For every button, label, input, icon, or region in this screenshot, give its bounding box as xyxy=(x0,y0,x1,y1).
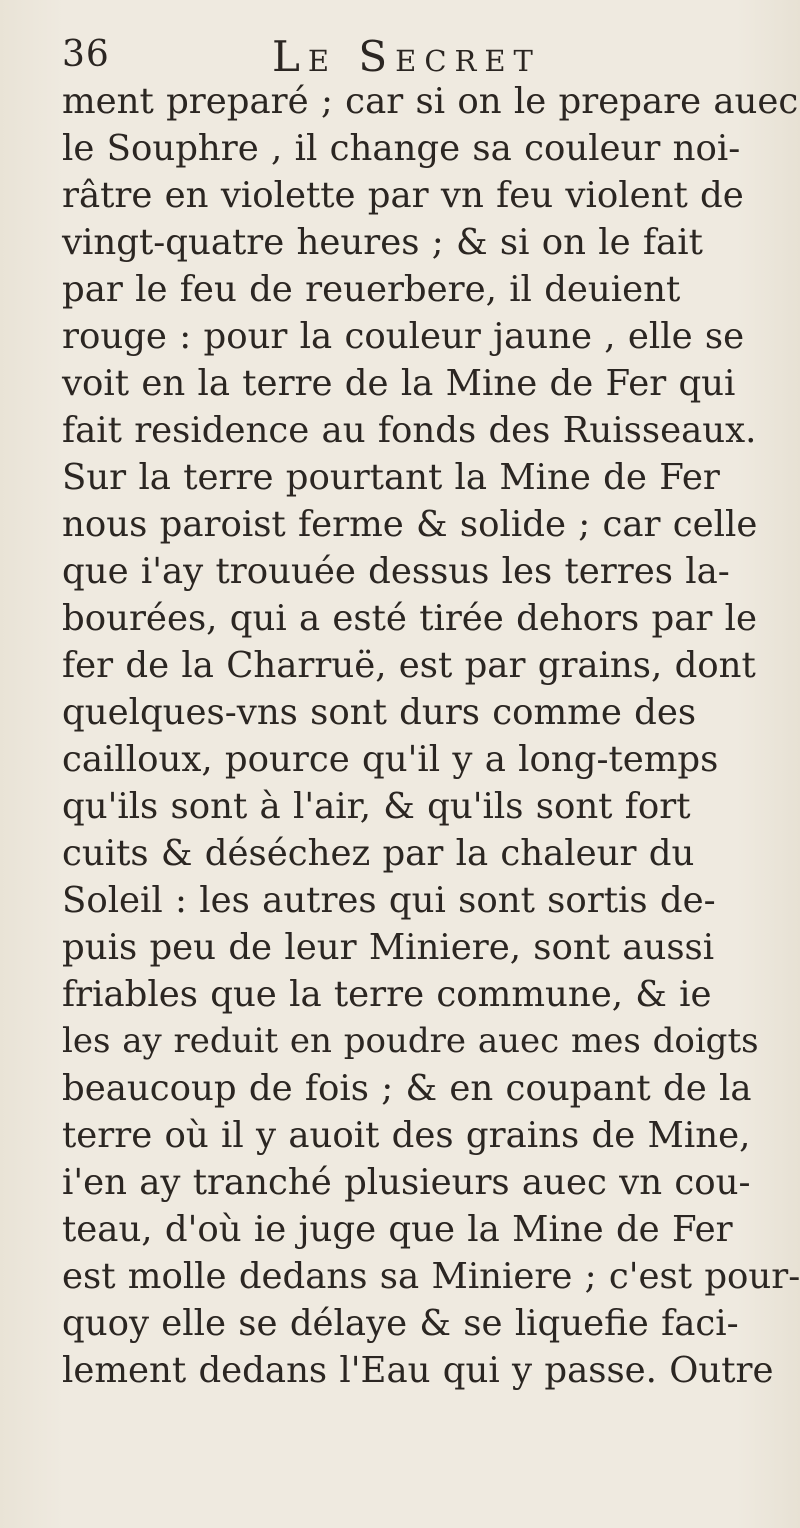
text-line: i'en ay tranché plusieurs auec vn cou- xyxy=(62,1162,751,1203)
text-line: cailloux, pource qu'il y a long-temps xyxy=(62,739,719,780)
text-line: puis peu de leur Miniere, sont aussi xyxy=(62,927,715,968)
text-line: nous paroist ferme & solide ; car celle xyxy=(62,504,758,545)
text-line: fait residence au fonds des Ruisseaux. xyxy=(62,410,757,451)
page-header xyxy=(62,28,702,84)
text-line: que i'ay trouuée dessus les terres la- xyxy=(62,551,730,592)
text-line: bourées, qui a esté tirée dehors par le xyxy=(62,598,758,639)
text-line: cuits & déséchez par la chaleur du xyxy=(62,833,695,874)
text-line: rouge : pour la couleur jaune , elle se xyxy=(62,316,745,357)
text-line: quelques-vns sont durs comme des xyxy=(62,692,697,733)
text-line: beaucoup de fois ; & en coupant de la xyxy=(62,1068,752,1109)
text-line: fer de la Charruë, est par grains, dont xyxy=(62,645,756,686)
text-line: quoy elle se délaye & se liquefie faci- xyxy=(62,1303,739,1344)
text-line: Soleil : les autres qui sont sortis de- xyxy=(62,880,716,921)
text-line: râtre en violette par vn feu violent de xyxy=(62,175,744,216)
text-line: qu'ils sont à l'air, & qu'ils sont fort xyxy=(62,786,691,827)
text-line: lement dedans l'Eau qui y passe. Outre xyxy=(62,1350,774,1391)
text-line: Sur la terre pourtant la Mine de Fer xyxy=(62,457,720,498)
text-line: est molle dedans sa Miniere ; c'est pour- xyxy=(62,1256,800,1297)
text-line: vingt-quatre heures ; & si on le fait xyxy=(62,222,703,263)
text-line: ment preparé ; car si on le prepare auec xyxy=(62,81,799,122)
page-number: 36 xyxy=(62,34,110,75)
running-title: Le Secret xyxy=(272,32,541,81)
text-line: teau, d'où ie juge que la Mine de Fer xyxy=(62,1209,733,1250)
text-line: le Souphre , il change sa couleur noi- xyxy=(62,128,741,169)
text-line: voit en la terre de la Mine de Fer qui xyxy=(62,363,736,404)
body-text xyxy=(62,78,800,1394)
text-line: les ay reduit en poudre auec mes doigts xyxy=(62,1021,759,1061)
text-line: friables que la terre commune, & ie xyxy=(62,974,712,1015)
text-line: terre où il y auoit des grains de Mine, xyxy=(62,1115,751,1156)
text-line: par le feu de reuerbere, il deuient xyxy=(62,269,681,310)
